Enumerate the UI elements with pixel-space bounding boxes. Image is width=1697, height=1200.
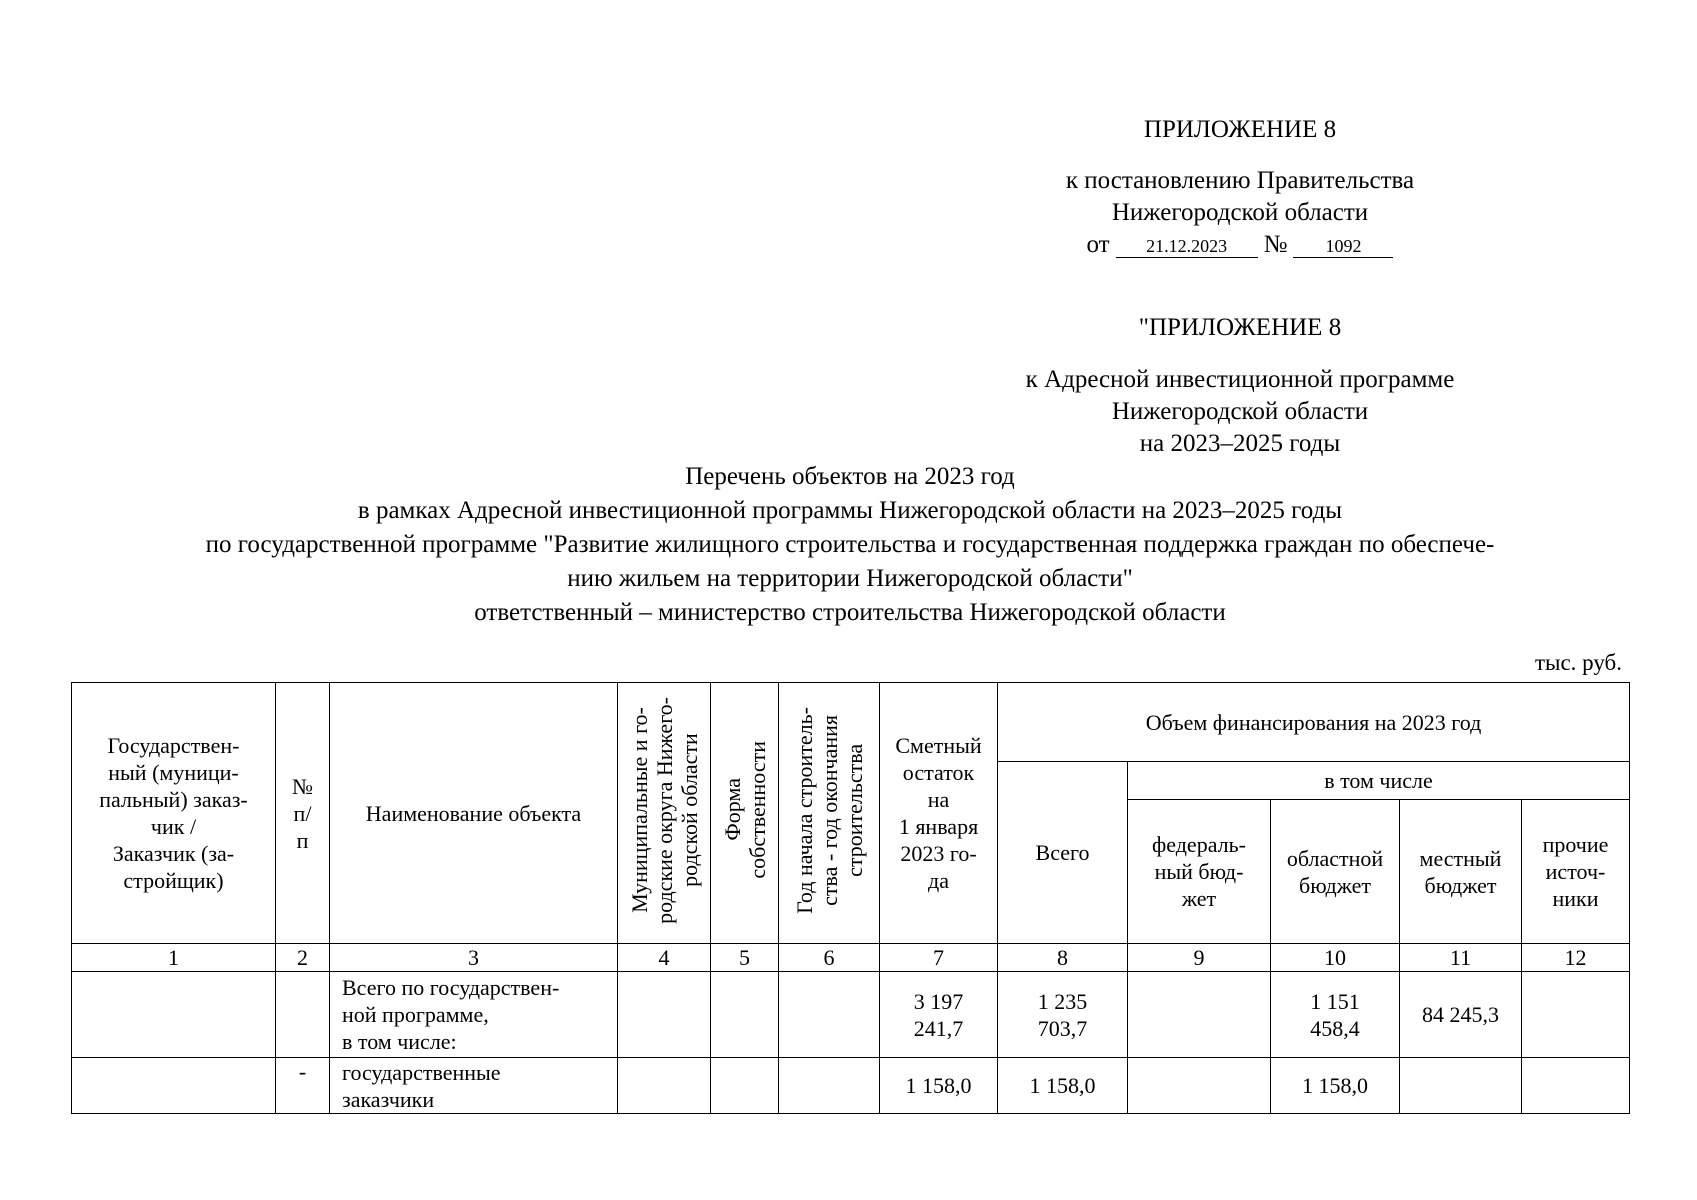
header-other-line: прочие bbox=[1542, 832, 1609, 857]
objects-table bbox=[71, 682, 1630, 1114]
cell-object-name-line: в том числе: bbox=[342, 1029, 457, 1054]
header-estimate-line: остаток bbox=[902, 760, 975, 785]
header-years-text bbox=[792, 707, 867, 914]
header-municipal-text bbox=[627, 697, 702, 924]
decree-date-number bbox=[980, 229, 1500, 261]
decree-date: 21.12.2023 bbox=[1116, 235, 1258, 258]
cell-estimate bbox=[880, 972, 998, 1058]
header-number-line: п/ bbox=[293, 800, 312, 826]
cell-municipal bbox=[618, 1058, 711, 1114]
cell-ownership bbox=[711, 972, 779, 1058]
cell-other bbox=[1522, 972, 1630, 1058]
header-local-line: бюджет bbox=[1424, 872, 1497, 898]
header-customer-line: Государствен- bbox=[107, 733, 240, 758]
cell-object-name bbox=[330, 972, 618, 1058]
header-federal-line: ный бюд- bbox=[1154, 859, 1244, 884]
cell-object-name-line: заказчики bbox=[342, 1086, 435, 1112]
program-line-3: на 2023–2025 годы bbox=[1139, 430, 1341, 457]
column-number: 9 bbox=[1128, 944, 1271, 972]
header-ownership-text bbox=[720, 741, 770, 879]
header-municipal bbox=[618, 683, 711, 944]
header-ownership bbox=[711, 683, 779, 944]
column-number: 10 bbox=[1271, 944, 1400, 972]
header-ownership-line: собственности bbox=[744, 741, 770, 879]
header-estimate-line: 2023 го- bbox=[900, 841, 977, 866]
column-number: 12 bbox=[1522, 944, 1630, 972]
cell-federal bbox=[1128, 1058, 1271, 1114]
program-line-1: к Адресной инвестиционной программе bbox=[1025, 366, 1455, 393]
header-including: в том числе bbox=[1128, 762, 1630, 800]
cell-customer bbox=[72, 972, 276, 1058]
cell-total: 1 158,0 bbox=[998, 1058, 1128, 1114]
decree-line-2: Нижегородской области bbox=[1111, 199, 1369, 226]
column-number: 8 bbox=[998, 944, 1128, 972]
title-line-1: Перечень объектов на 2023 год bbox=[685, 463, 1015, 490]
cell-regional-line: 458,4 bbox=[1310, 1015, 1360, 1041]
header-local bbox=[1400, 800, 1522, 944]
cell-federal bbox=[1128, 972, 1271, 1058]
header-years bbox=[779, 683, 880, 944]
header-other bbox=[1522, 800, 1630, 944]
header-estimate-line: Сметный bbox=[895, 733, 982, 758]
header-federal-line: федераль- bbox=[1152, 832, 1246, 857]
header-municipal-line: родской области bbox=[676, 733, 702, 887]
cell-object-name-line: Всего по государствен- bbox=[342, 975, 560, 1000]
column-number: 1 bbox=[72, 944, 276, 972]
header-years-line: Год начала строитель- bbox=[791, 706, 817, 914]
cell-total bbox=[998, 972, 1128, 1058]
header-municipal-line: Муниципальные и го- bbox=[626, 707, 652, 913]
cell-customer bbox=[72, 1058, 276, 1114]
cell-regional: 1 158,0 bbox=[1271, 1058, 1400, 1114]
header-estimate bbox=[880, 683, 998, 944]
header-customer bbox=[72, 683, 276, 944]
cell-regional bbox=[1271, 972, 1400, 1058]
units-label: тыс. руб. bbox=[1534, 650, 1622, 675]
column-number: 11 bbox=[1400, 944, 1522, 972]
header-estimate-line: 1 января bbox=[898, 814, 979, 839]
from-label: от bbox=[1086, 231, 1110, 258]
column-number: 7 bbox=[880, 944, 998, 972]
column-number: 6 bbox=[779, 944, 880, 972]
column-number: 3 bbox=[330, 944, 618, 972]
decree-line-1: к постановлению Правительства bbox=[1065, 167, 1415, 194]
table-row bbox=[72, 972, 1630, 1058]
cell-regional-line: 1 151 bbox=[1310, 988, 1360, 1014]
header-object-name: Наименование объекта bbox=[330, 683, 618, 944]
cell-years bbox=[779, 972, 880, 1058]
appendix-heading bbox=[980, 114, 1500, 146]
header-estimate-line: на bbox=[927, 787, 950, 812]
cell-estimate: 1 158,0 bbox=[880, 1058, 998, 1114]
cell-estimate-line: 3 197 bbox=[913, 988, 964, 1014]
title-line-2: в рамках Адресной инвестиционной программы Нижегородской области на 2023–2025 годы bbox=[357, 497, 1343, 524]
header-funding: Объем финансирования на 2023 год bbox=[998, 683, 1630, 762]
cell-municipal bbox=[618, 972, 711, 1058]
program-line-2: Нижегородской области bbox=[1111, 398, 1369, 425]
header-customer-line: Заказчик (за- bbox=[112, 841, 235, 866]
header-other-line: ники bbox=[1552, 886, 1599, 911]
header-customer-line: ный (муници- bbox=[108, 760, 239, 785]
header-customer-line: пальный) заказ- bbox=[99, 787, 248, 812]
title-line-5: ответственный – министерство строительства Нижегородской области bbox=[474, 599, 1226, 626]
column-number: 4 bbox=[618, 944, 711, 972]
program-reference bbox=[980, 364, 1500, 460]
cell-years bbox=[779, 1058, 880, 1114]
appendix-label: ПРИЛОЖЕНИЕ 8 bbox=[1143, 116, 1337, 143]
header-other-line: источ- bbox=[1545, 859, 1606, 884]
cell-object-name bbox=[330, 1058, 618, 1114]
cell-total-line: 1 235 bbox=[1037, 988, 1088, 1014]
header-total: Всего bbox=[998, 762, 1128, 944]
cell-ownership bbox=[711, 1058, 779, 1114]
title-line-4: нию жильем на территории Нижегородской области" bbox=[567, 565, 1133, 592]
header-number-line: № bbox=[292, 773, 313, 799]
cell-total-line: 703,7 bbox=[1037, 1015, 1088, 1041]
column-number: 5 bbox=[711, 944, 779, 972]
header-customer-line: стройщик) bbox=[123, 868, 224, 893]
cell-object-name-line: ной программе, bbox=[342, 1002, 489, 1027]
cell-object-name-line: государственные bbox=[342, 1059, 501, 1085]
header-federal bbox=[1128, 800, 1271, 944]
title-line-3: по государственной программе "Развитие жилищного строительства и государственная поддержка граждан по обеспече- bbox=[205, 531, 1495, 558]
header-local-line: местный bbox=[1419, 845, 1502, 871]
cell-local: 84 245,3 bbox=[1400, 972, 1522, 1058]
header-years-line: ства - год окончания bbox=[816, 714, 842, 906]
header-years-line: строительства bbox=[841, 743, 867, 877]
appendix-label-2: "ПРИЛОЖЕНИЕ 8 bbox=[1138, 314, 1342, 341]
header-estimate-line: да bbox=[928, 868, 949, 893]
header-number bbox=[276, 683, 330, 944]
cell-number: - bbox=[276, 1058, 330, 1114]
header-regional-line: бюджет bbox=[1299, 872, 1371, 898]
cell-estimate-line: 241,7 bbox=[913, 1015, 964, 1041]
header-regional bbox=[1271, 800, 1400, 944]
cell-other bbox=[1522, 1058, 1630, 1114]
decree-number: 1092 bbox=[1293, 235, 1393, 258]
table-row bbox=[72, 1058, 1630, 1114]
column-number: 2 bbox=[276, 944, 330, 972]
document-title bbox=[60, 460, 1640, 630]
header-municipal-line: родские округа Нижего- bbox=[651, 696, 677, 924]
header-ownership-line: Форма bbox=[719, 778, 745, 842]
decree-reference bbox=[980, 165, 1500, 261]
header-regional-line: областной bbox=[1286, 845, 1384, 871]
appendix-heading-2 bbox=[980, 312, 1500, 344]
cell-local bbox=[1400, 1058, 1522, 1114]
number-label: № bbox=[1263, 231, 1288, 258]
column-numbers-row bbox=[72, 944, 1630, 972]
header-number-line: п bbox=[296, 827, 309, 853]
cell-number bbox=[276, 972, 330, 1058]
header-customer-line: чик / bbox=[150, 814, 197, 839]
header-federal-line: жет bbox=[1181, 886, 1217, 911]
